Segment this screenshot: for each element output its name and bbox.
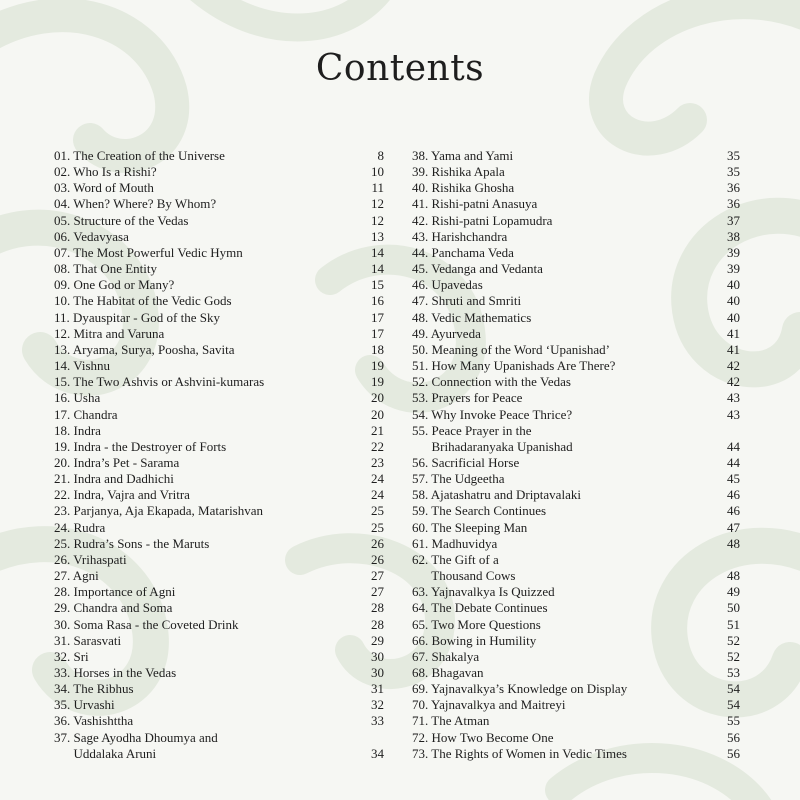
- toc-entry: [54, 649, 384, 665]
- toc-entry-page: 29: [371, 632, 384, 648]
- toc-entry: [54, 229, 384, 245]
- toc-entry-page: 27: [371, 584, 384, 600]
- toc-entry-title: 52. Connection with the Vedas: [412, 374, 571, 390]
- toc-entry-title: 47. Shruti and Smriti: [412, 293, 522, 309]
- toc-entry-page: 41: [727, 341, 740, 357]
- toc-entry-title: 70. Yajnavalkya and Maitreyi: [412, 697, 566, 713]
- toc-entry-page: 14: [371, 261, 384, 277]
- toc-entry-title: 13. Aryama, Surya, Poosha, Savita: [54, 341, 235, 357]
- toc-entry-title: 08. That One Entity: [54, 261, 158, 277]
- toc-entry-title: 20. Indra’s Pet - Sarama: [54, 454, 180, 470]
- toc-entry-page: 12: [371, 196, 384, 212]
- toc-entry: [54, 342, 384, 358]
- toc-entry-title: 66. Bowing in Humility: [412, 632, 537, 648]
- toc-entry-page: 53: [727, 665, 740, 680]
- toc-entry-title: 51. How Many Upanishads Are There?: [412, 358, 616, 374]
- toc-entry-title: 21. Indra and Dadhichi: [54, 471, 174, 487]
- toc-entry: [412, 390, 740, 406]
- toc-entry-page: 45: [727, 471, 740, 487]
- toc-entry-title: 29. Chandra and Soma: [54, 600, 173, 616]
- toc-entry-page: 20: [371, 406, 384, 422]
- toc-entry-title: 43. Harishchandra: [412, 228, 508, 244]
- toc-entry-page: 22: [371, 438, 384, 454]
- toc-entry-page: 19: [371, 374, 384, 390]
- toc-entry-title: 39. Rishika Apala: [412, 164, 505, 180]
- toc-entry-title: 07. The Most Powerful Vedic Hymn: [54, 244, 243, 260]
- toc-entry-title: 16. Usha: [54, 390, 101, 406]
- toc-entry-title: 71. The Atman: [412, 713, 490, 729]
- toc-entry: [412, 536, 740, 552]
- toc-entry: [412, 213, 740, 229]
- toc-entry: [54, 277, 384, 293]
- toc-entry-title: 44. Panchama Veda: [412, 244, 514, 260]
- toc-entry-page: 25: [371, 519, 384, 535]
- toc-entry-page: 23: [371, 454, 384, 470]
- toc-entry: [54, 196, 384, 212]
- toc-entry: [54, 407, 384, 423]
- toc-entry-title: 37. Sage Ayodha Dhoumya and Uddalaka Aruni: [54, 729, 218, 761]
- toc-entry: [412, 455, 740, 471]
- toc-entry: [54, 503, 384, 519]
- toc-entry-page: 28: [371, 600, 384, 616]
- page-title: Contents: [315, 48, 485, 89]
- toc-entry-title: 63. Yajnavalkya Is Quizzed: [412, 584, 555, 600]
- toc-entry-title: 12. Mitra and Varuna: [54, 325, 165, 341]
- toc-entry-page: 46: [727, 503, 740, 519]
- toc-entry-page: 17: [371, 309, 384, 325]
- toc-entry-page: 26: [371, 535, 384, 551]
- toc-entry-page: 54: [727, 697, 740, 713]
- toc-entry: [412, 342, 740, 358]
- toc-entry: [412, 148, 740, 164]
- toc-entry: [412, 584, 740, 600]
- toc-entry: [54, 665, 384, 681]
- toc-entry-title: 18. Indra: [54, 422, 101, 438]
- toc-entry-page: 40: [727, 293, 740, 309]
- toc-entry: [412, 326, 740, 342]
- toc-entry-page: 49: [727, 584, 740, 600]
- toc-entry-title: 22. Indra, Vajra and Vritra: [54, 487, 190, 503]
- toc-entry: [54, 536, 384, 552]
- toc-entry: [412, 633, 740, 649]
- toc-entry-page: 33: [371, 713, 384, 729]
- toc-entry-title: 11. Dyauspitar - God of the Sky: [54, 309, 220, 325]
- toc-entry: [412, 665, 740, 681]
- toc-entry-title: 26. Vrihaspati: [54, 551, 127, 567]
- toc-entry: [54, 293, 384, 309]
- toc-entry-title: 45. Vedanga and Vedanta: [412, 261, 543, 277]
- toc-entry: [412, 180, 740, 196]
- toc-entry: [54, 617, 384, 633]
- toc-entry: [54, 439, 384, 455]
- toc-entry-title: 33. Horses in the Vedas: [54, 665, 177, 680]
- toc-entry-title: 34. The Ribhus: [54, 681, 134, 697]
- toc-entry-title: 67. Shakalya: [412, 648, 480, 664]
- toc-entry-title: 15. The Two Ashvis or Ashvini-kumaras: [54, 374, 265, 390]
- toc-entry-page: 34: [371, 745, 384, 761]
- toc-entry-page: 11: [371, 180, 384, 196]
- toc-entry-page: 16: [371, 293, 384, 309]
- toc-entry: [412, 746, 740, 762]
- toc-entry-title: 61. Madhuvidya: [412, 535, 498, 551]
- toc-entry: [412, 277, 740, 293]
- toc-entry-page: 55: [727, 713, 740, 729]
- toc-entry-page: 42: [727, 374, 740, 390]
- toc-entry-title: 42. Rishi-patni Lopamudra: [412, 212, 553, 228]
- toc-entry-title: 30. Soma Rasa - the Coveted Drink: [54, 616, 239, 632]
- toc-entry-page: 40: [727, 277, 740, 293]
- toc-entry-page: 54: [727, 681, 740, 697]
- toc-entry: [54, 245, 384, 261]
- toc-entry: [54, 261, 384, 277]
- toc-entry-title: 09. One God or Many?: [54, 277, 175, 293]
- toc-entry: [412, 713, 740, 729]
- toc-entry-title: 23. Parjanya, Aja Ekapada, Matarishvan: [54, 503, 264, 519]
- toc-entry-title: 24. Rudra: [54, 519, 106, 535]
- toc-entry-page: 37: [727, 212, 740, 228]
- toc-entry: [54, 423, 384, 439]
- toc-entry-page: 27: [371, 568, 384, 584]
- toc-entry: [412, 697, 740, 713]
- toc-entry: [54, 358, 384, 374]
- toc-entry-page: 28: [371, 616, 384, 632]
- toc-entry: [412, 520, 740, 536]
- toc-entry-page: 30: [371, 648, 384, 664]
- toc-entry-page: 51: [727, 616, 740, 632]
- toc-entry-page: 43: [727, 390, 740, 406]
- toc-entry-page: 35: [727, 164, 740, 180]
- toc-entry: [412, 229, 740, 245]
- toc-entry-page: 42: [727, 358, 740, 374]
- toc-entry-title: 59. The Search Continues: [412, 503, 547, 519]
- toc-entry-title: 31. Sarasvati: [54, 632, 122, 648]
- toc-entry-page: 36: [727, 180, 740, 196]
- toc-entry-title: 56. Sacrificial Horse: [412, 454, 520, 470]
- toc-entry-title: 06. Vedavyasa: [54, 228, 129, 244]
- toc-entry-title: 54. Why Invoke Peace Thrice?: [412, 406, 573, 422]
- toc-entry: [412, 487, 740, 503]
- toc-entry: [54, 471, 384, 487]
- toc-entry: [54, 713, 384, 729]
- toc-entry: [412, 552, 740, 584]
- toc-entry: [54, 600, 384, 616]
- toc-entry-title: 02. Who Is a Rishi?: [54, 164, 157, 180]
- toc-entry-page: 26: [371, 551, 384, 567]
- toc-entry-page: 19: [371, 358, 384, 374]
- toc-entry-page: 12: [371, 212, 384, 228]
- toc-entry-page: 13: [371, 228, 384, 244]
- toc-entry: [54, 374, 384, 390]
- toc-entry-page: 31: [371, 681, 384, 697]
- toc-entry-page: 38: [727, 228, 740, 244]
- toc-entry-title: 50. Meaning of the Word ‘Upanishad’: [412, 341, 611, 357]
- toc-entry: [54, 633, 384, 649]
- swirl-top-center: [200, 0, 380, 28]
- toc-entry: [412, 261, 740, 277]
- toc-entry-title: 10. The Habitat of the Vedic Gods: [54, 293, 232, 309]
- toc-entry-page: 21: [371, 422, 384, 438]
- toc-entry: [412, 600, 740, 616]
- toc-entry: [54, 681, 384, 697]
- toc-entry-page: 8: [377, 148, 384, 163]
- toc-entry: [54, 148, 384, 164]
- toc-entry-page: 52: [727, 648, 740, 664]
- toc-entry-page: 46: [727, 487, 740, 503]
- toc-entry-title: 57. The Udgeetha: [412, 471, 505, 487]
- toc-entry-page: 39: [727, 244, 740, 260]
- toc-entry-title: 25. Rudra’s Sons - the Maruts: [54, 535, 210, 551]
- toc-entry: [54, 520, 384, 536]
- toc-entry: [54, 180, 384, 196]
- toc-entry-title: 28. Importance of Agni: [54, 584, 176, 600]
- toc-entry: [412, 164, 740, 180]
- toc-entry: [412, 374, 740, 390]
- toc-entry: [54, 584, 384, 600]
- toc-entry-page: 48: [727, 568, 740, 584]
- toc-entry-page: 35: [727, 148, 740, 163]
- toc-entry-page: 18: [371, 341, 384, 357]
- toc-entry-page: 41: [727, 325, 740, 341]
- toc-entry-page: 43: [727, 406, 740, 422]
- toc-entry-title: 17. Chandra: [54, 406, 118, 422]
- toc-entry-title: 48. Vedic Mathematics: [412, 309, 532, 325]
- toc-entry-page: 52: [727, 632, 740, 648]
- toc-entry-title: 69. Yajnavalkya’s Knowledge on Display: [412, 681, 628, 697]
- toc-entry-title: 38. Yama and Yami: [412, 148, 514, 163]
- toc-entry-title: 64. The Debate Continues: [412, 600, 548, 616]
- toc-entry: [412, 649, 740, 665]
- toc-entry-title: 53. Prayers for Peace: [412, 390, 523, 406]
- toc-entry: [412, 245, 740, 261]
- toc-entry-page: 20: [371, 390, 384, 406]
- toc-entry: [412, 407, 740, 423]
- toc-entry-title: 35. Urvashi: [54, 697, 115, 713]
- toc-entry: [54, 697, 384, 713]
- toc-entry-page: 30: [371, 665, 384, 680]
- toc-entry-title: 60. The Sleeping Man: [412, 519, 528, 535]
- toc-entry: [54, 213, 384, 229]
- toc-entry: [412, 358, 740, 374]
- toc-entry-page: 32: [371, 697, 384, 713]
- toc-entry-title: 32. Sri: [54, 648, 89, 664]
- toc-entry: [54, 455, 384, 471]
- toc-entry-title: 04. When? Where? By Whom?: [54, 196, 217, 212]
- toc-entry-page: 50: [727, 600, 740, 616]
- toc-entry-title: 01. The Creation of the Universe: [54, 148, 225, 163]
- toc-entry-title: 27. Agni: [54, 568, 99, 584]
- toc-entry-title: 68. Bhagavan: [412, 665, 484, 680]
- toc-entry-title: 62. The Gift of a Thousand Cows: [412, 551, 516, 584]
- toc-entry: [54, 310, 384, 326]
- toc-entry: [412, 471, 740, 487]
- toc-entry: [412, 617, 740, 633]
- toc-entry-page: 14: [371, 244, 384, 260]
- toc-entry: [412, 681, 740, 697]
- toc-entry: [412, 423, 740, 455]
- toc-entry: [54, 390, 384, 406]
- toc-entry-title: 03. Word of Mouth: [54, 180, 154, 196]
- toc-entry-page: 40: [727, 309, 740, 325]
- toc-entry-page: 47: [727, 519, 740, 535]
- toc-entry: [54, 568, 384, 584]
- toc-entry-page: 44: [727, 438, 740, 454]
- toc-entry-title: 72. How Two Become One: [412, 729, 554, 745]
- toc-column-left: [54, 148, 384, 762]
- toc-entry: [412, 196, 740, 212]
- toc-entry-title: 55. Peace Prayer in the Brihadaranyaka Upanishad: [412, 422, 573, 454]
- toc-entry: [54, 487, 384, 503]
- toc-entry-title: 46. Upavedas: [412, 277, 483, 293]
- toc-entry: [54, 326, 384, 342]
- toc-entry: [54, 164, 384, 180]
- toc-entry-page: 10: [371, 164, 384, 180]
- toc-entry-title: 58. Ajatashatru and Driptavalaki: [412, 487, 581, 503]
- toc-entry-title: 19. Indra - the Destroyer of Forts: [54, 438, 227, 454]
- toc-entry: [54, 552, 384, 568]
- toc-entry: [412, 293, 740, 309]
- toc-entry-title: 36. Vashishttha: [54, 713, 134, 729]
- toc-entry-title: 14. Vishnu: [54, 358, 111, 374]
- toc-column-right: [412, 148, 740, 762]
- toc-entry: [412, 730, 740, 746]
- toc-entry-title: 40. Rishika Ghosha: [412, 180, 515, 196]
- toc-entry-title: 65. Two More Questions: [412, 616, 541, 632]
- swirl-bottom-right: [560, 758, 760, 800]
- toc-entry-page: 48: [727, 535, 740, 551]
- toc-entry: [412, 503, 740, 519]
- toc-entry-title: 41. Rishi-patni Anasuya: [412, 196, 538, 212]
- toc-entry-page: 44: [727, 454, 740, 470]
- toc-entry-page: 17: [371, 325, 384, 341]
- toc-entry-page: 56: [727, 745, 740, 761]
- toc-entry-page: 36: [727, 196, 740, 212]
- toc-entry-page: 24: [371, 471, 384, 487]
- toc-entry-title: 49. Ayurveda: [412, 325, 481, 341]
- toc-entry-page: 15: [371, 277, 384, 293]
- toc-entry-page: 25: [371, 503, 384, 519]
- toc-entry: [412, 310, 740, 326]
- toc-entry-page: 56: [727, 729, 740, 745]
- toc-entry-page: 24: [371, 487, 384, 503]
- toc-entry-title: 05. Structure of the Vedas: [54, 212, 189, 228]
- toc-entry-title: 73. The Rights of Women in Vedic Times: [412, 745, 627, 761]
- toc-entry-page: 39: [727, 261, 740, 277]
- toc-entry: [54, 730, 384, 762]
